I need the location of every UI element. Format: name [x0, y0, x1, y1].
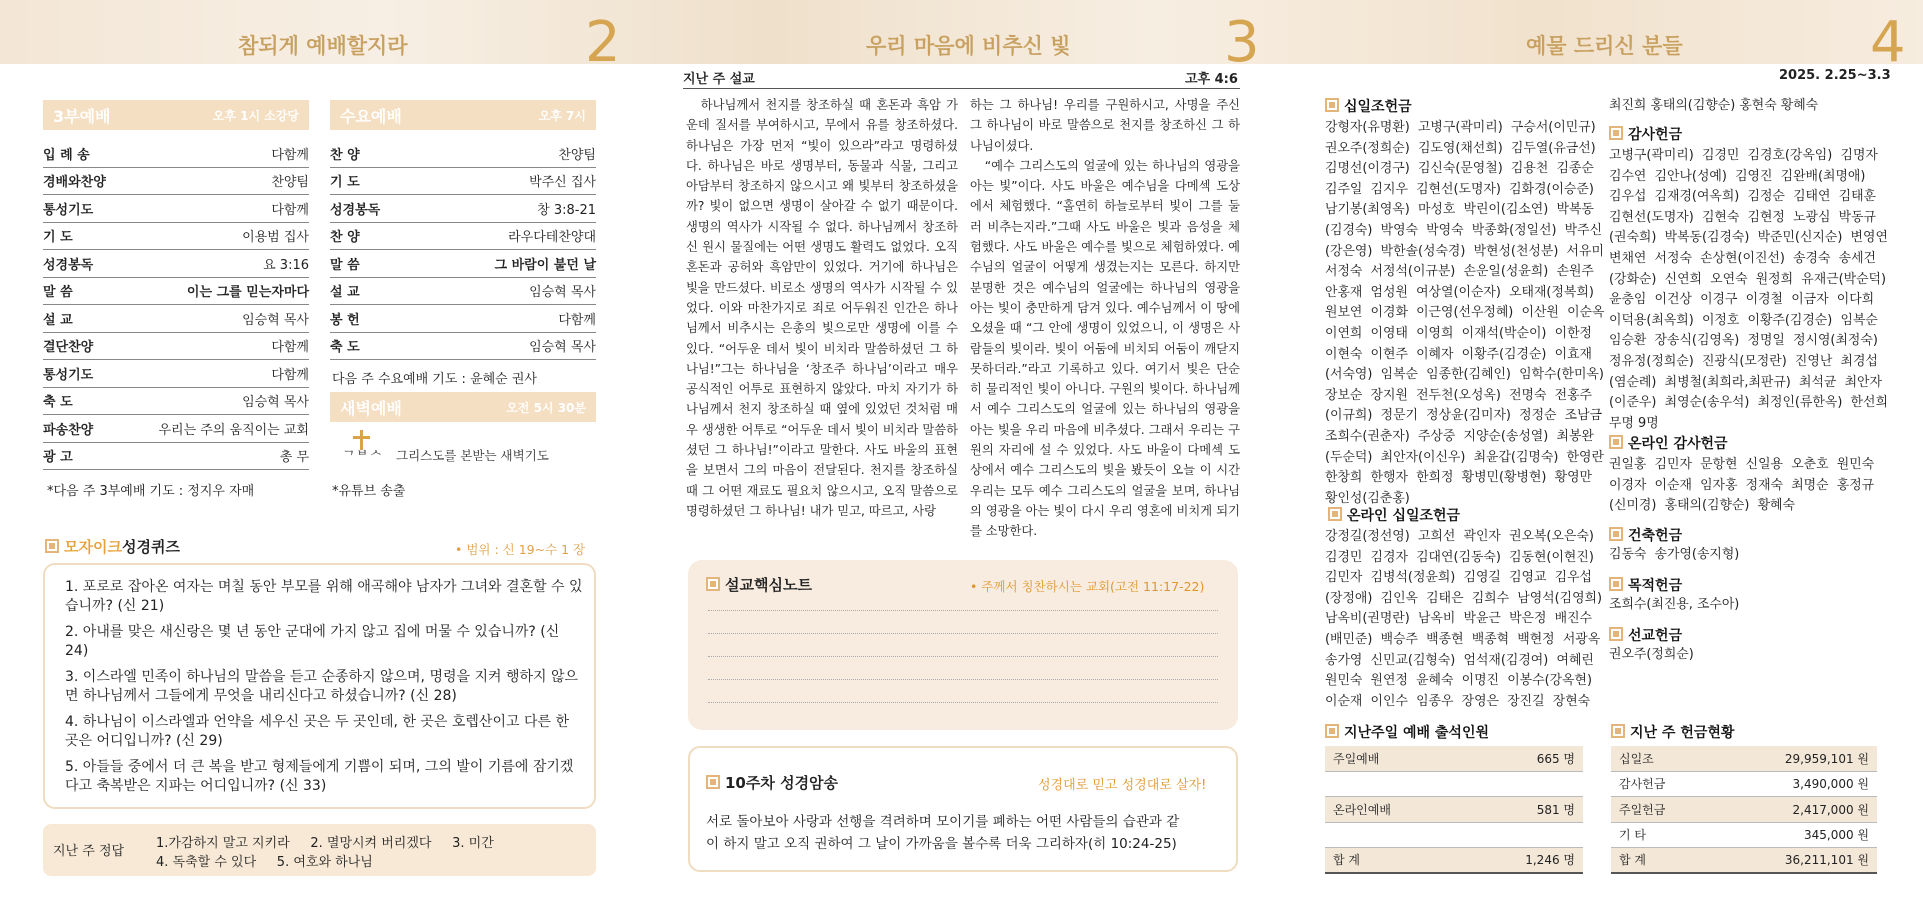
service-order-row	[43, 443, 309, 471]
mission-title: 선교헌금	[1628, 628, 1683, 644]
service-order-row-label: 말 씀	[43, 285, 73, 301]
service-order-row	[43, 168, 309, 196]
offering-row	[1611, 746, 1877, 772]
name-line: 황인성(김춘홍)	[1325, 490, 1410, 506]
name-line: 김명선(이경구) 김신숙(문영철) 김용천 김종순	[1325, 161, 1594, 177]
note-line	[708, 610, 1218, 611]
name-line: (염순례) 최병철(최희라,최판규) 최석균 최안자	[1609, 374, 1882, 390]
square-bullet-icon	[1328, 507, 1342, 521]
name-line: 서정숙 서정석(이규분) 손운일(성윤희) 손원주	[1325, 264, 1594, 280]
service-order-row	[43, 388, 309, 416]
square-bullet-icon	[706, 775, 720, 789]
service-order-row-value: 찬양팀	[271, 175, 309, 191]
offering-row-label: 주일헌금	[1619, 802, 1666, 817]
service-order-row-label: 입 례 송	[43, 147, 90, 163]
page-number-3: 3	[1224, 10, 1260, 75]
attendance-row-label: 합 계	[1333, 853, 1360, 868]
service-order-row-label: 기 도	[330, 175, 360, 191]
service-order-row-value: 다함께	[271, 367, 309, 383]
name-line: 이덕용(최옥희) 이정호 이황주(김경순) 임복순	[1609, 312, 1878, 328]
service-order-row-value: 요 3:16	[263, 257, 309, 273]
service-order-row-label: 결단찬양	[43, 340, 94, 356]
name-line: 송가영 신민교(김형숙) 엄석재(김경여) 여혜린	[1325, 652, 1594, 668]
sermon-paragraph: 하나님께서 천지를 창조하실 때 혼돈과 흑암 가운데 질서를 부여하시고, 무에서 유를 창조하셨다. 하나님은 가장 먼저 “빛이 있으라”라고 명령하셨다. 하나님은 바로 생명부터, 동물과 식물, 그리고 아담부터 창조하지 않으시고 왜 빛부터 창조하셨을까? 빛이 없으면 생명이 살아갈 수 없기 때문이다. 생명의 역사가 시작될 수 없다. 하나님께서 창조하신 원시 물질에는 어떤 생명도 활력도 없었다. 오직 혼돈과 공허와 흑암만이 있었다. 거기에 하나님은 빛을 만드셨다. 비로소 생명의 역사가 시작될 수 있었다. 이와 마찬가지로 죄로 어두워진 인간은 하나님께서 비추시는 은총의 빛으로만 생명에 이를 수 있다. “어두운 데서 빛이 비치라 말씀하셨던 그 하나님!”그는 하나님을 ‘창조주 하나님’이라고 매우 공식적인 어투로 표현하지 않았다. 마치 자기가 하나님께서 천지 창조하실 때 옆에 있었던 것처럼 매우 생생한 어투로 “어두운 데서 빛이 비치라 말씀하셨던 그 하나님!”이라고 말한다. 사도 바울의 표현을 보면서 그의 마음이 전달된다. 천지를 창조하실 때 그 어떤 재료도 필요치 않으시고, 오직 말씀으로 명령하셨던 그 하나님! 내가 믿고, 따르고, 사랑	[686, 98, 958, 518]
service-order-row-value: 찬양팀	[558, 147, 596, 163]
offering-date: 2025. 2.25~3.3	[1779, 68, 1891, 83]
name-line: 임승환 장송식(김영옥) 정명일 정시영(최정숙)	[1609, 333, 1878, 349]
sermon-notes-box	[688, 560, 1238, 730]
name-line: 김우섭 김재경(여옥희) 김정순 김태연 김태훈	[1609, 189, 1876, 205]
quiz-heading	[45, 536, 180, 557]
offering-row-label: 기 타	[1619, 828, 1646, 843]
dawn-time: 오전 5시 30분	[506, 400, 586, 415]
thanks-heading	[1609, 124, 1682, 144]
service3-time: 오후 1시 소강당	[212, 108, 299, 123]
svg-text:ᄀᄇᄉ: ᄀᄇᄉ	[342, 450, 383, 466]
memory-verse-subtitle: 성경대로 믿고 성경대로 살자!	[1038, 778, 1207, 793]
tithe-heading	[1325, 96, 1412, 116]
memory-verse-line-1: 서로 돌아보아 사랑과 선행을 격려하며 모이기를 폐하는 어떤 사람들의 습관과 같	[706, 814, 1180, 830]
service-order-row-label: 찬 양	[330, 230, 360, 246]
name-line: 윤충임 이건상 이경구 이경철 이금자 이다희	[1609, 292, 1875, 308]
service-order-row-value: 임승혁 목사	[529, 285, 596, 301]
service-order-row-value: 우리는 주의 움직이는 교회	[158, 422, 309, 438]
mokjeok-title: 목적헌금	[1628, 578, 1683, 594]
sermon-column-1	[686, 95, 958, 521]
attendance-row	[1325, 772, 1583, 798]
dawn-name: 새벽예배	[340, 398, 402, 418]
square-bullet-icon	[1609, 527, 1623, 541]
note-line	[708, 633, 1218, 634]
service-order-row-label: 기 도	[43, 230, 73, 246]
name-line: (장정애) 김인옥 김태은 김희수 남영석(김영희)	[1325, 590, 1603, 606]
square-bullet-icon	[1325, 98, 1339, 112]
name-line: 강형자(유명환) 고병구(곽미리) 구승서(이민규)	[1325, 120, 1596, 135]
service-order-row-label: 축 도	[43, 395, 73, 411]
offering-row-value: 2,417,000 원	[1792, 802, 1869, 817]
quiz-title: 성경퀴즈	[121, 538, 180, 556]
attendance-row	[1325, 797, 1583, 823]
attendance-row-value: 581 명	[1536, 802, 1575, 817]
sermon-notes-subtitle: • 주께서 칭찬하시는 교회(고전 11:17-22)	[970, 579, 1205, 594]
attendance-row	[1325, 823, 1583, 849]
service-order-row	[330, 168, 596, 196]
service-order-row	[330, 140, 596, 168]
quiz-item: 4. 하나님이 이스라엘과 언약을 세우신 곳은 두 곳인데, 한 곳은 호렙산이고 다른 한 곳은 어디입니까? (신 29)	[65, 714, 569, 749]
service-order-row	[43, 223, 309, 251]
name-line: 김수연 김안나(성예) 김영진 김완배(최명애)	[1609, 168, 1866, 184]
quiz-box	[43, 563, 596, 809]
square-bullet-icon	[1609, 577, 1623, 591]
last-week-answers	[43, 824, 596, 876]
square-bullet-icon	[1609, 126, 1623, 140]
name-line: (배민준) 백승주 백종현 백종혁 백현정 서광옥	[1325, 631, 1601, 647]
service-order-row-label: 성경봉독	[43, 257, 94, 273]
offering-row-value: 36,211,101 원	[1784, 853, 1869, 868]
service-order-row	[43, 333, 309, 361]
square-bullet-icon	[1325, 724, 1339, 738]
name-line: 무명 9명	[1609, 415, 1659, 431]
dawn-logo	[340, 428, 595, 470]
memory-verse-line-2: 이 하지 말고 오직 권하여 그 날이 가까움을 볼수록 더욱 그리하자(히 10:24-25)	[706, 836, 1177, 852]
name-line: 원민숙 원연정 윤혜숙 이명진 이봉수(강옥현)	[1325, 673, 1592, 689]
page4-title: 예물 드리신 분들	[1526, 34, 1683, 58]
name-line: 조희수(권춘자) 주상중 지양순(송성열) 최봉완	[1325, 428, 1594, 444]
sermon-notes-title: 설교핵심노트	[725, 576, 812, 594]
wednesday-note: 다음 주 수요예배 기도 : 윤혜순 권사	[332, 372, 537, 387]
service-order-row	[330, 333, 596, 361]
memory-verse-title: 10주차 성경암송	[725, 774, 839, 792]
attendance-row-label: 주일예배	[1333, 751, 1380, 766]
attendance-row	[1325, 848, 1583, 874]
service3-note: *다음 주 3부예배 기도 : 정지우 자매	[47, 484, 255, 499]
service-order-row	[330, 278, 596, 306]
page-number-4: 4	[1870, 10, 1906, 75]
offering-row-label: 십일조	[1619, 751, 1654, 766]
service-order-row	[330, 195, 596, 223]
service-order-row-value: 총 무	[279, 450, 309, 466]
service3-name: 3부예배	[53, 106, 111, 126]
offering-row	[1611, 772, 1877, 798]
service-order-row	[43, 360, 309, 388]
service-order-row-label: 찬 양	[330, 147, 360, 163]
service-order-row-value: 임승혁 목사	[242, 312, 309, 328]
mokjeok-names	[1609, 595, 1739, 616]
answers-line-1: 1.가감하지 말고 지키라 2. 멸망시켜 버리겠다 3. 미간	[156, 836, 494, 851]
name-line: (강은영) 박한솔(성숙경) 박현성(천성분) 서유미	[1325, 243, 1604, 259]
name-line: (서숙영) 임복순 임종한(김혜인) 임학수(한미옥)	[1325, 367, 1604, 383]
name-line: 한창희 한행자 한희정 황병민(황병현) 황영만	[1325, 470, 1592, 486]
quiz-range: • 범위 : 신 19~수 1 장	[455, 542, 586, 557]
note-line	[708, 702, 1218, 703]
wednesday-time: 오후 7시	[538, 108, 586, 123]
service-order-row-value: 임승혁 목사	[242, 395, 309, 411]
attendance-row-value: 665 명	[1536, 751, 1575, 766]
wednesday-header	[330, 100, 596, 130]
quiz-item: 3. 이스라엘 민족이 하나님의 말씀을 듣고 순종하지 않으며, 명령을 지켜 행하지 않으면 하나님께서 그들에게 무엇을 내리신다고 하셨습니까? (신 28)	[65, 669, 579, 704]
offering-row-label: 감사헌금	[1619, 777, 1666, 792]
square-bullet-icon	[45, 539, 59, 553]
page2-title: 참되게 예배할지라	[238, 34, 408, 58]
name-line: 남기봉(최영옥) 마성호 박린이(김소연) 박복동	[1325, 202, 1594, 218]
mission-heading	[1609, 625, 1682, 645]
offering-row-value: 345,000 원	[1803, 828, 1869, 843]
offering-row	[1611, 848, 1877, 874]
attendance-row	[1325, 746, 1583, 772]
name-line: 이현숙 이현주 이혜자 이황주(김경순) 이효재	[1325, 346, 1592, 362]
service-order-row-label: 경배와찬양	[43, 175, 106, 191]
sermon-reference: 고후 4:6	[1185, 72, 1238, 87]
offering-row	[1611, 797, 1877, 823]
quiz-item: 1. 포로로 잡아온 여자는 며칠 동안 부모를 위해 애곡해야 남자가 그녀와 결혼할 수 있습니까? (신 21)	[65, 579, 583, 614]
quiz-brand: 모자이크	[64, 538, 122, 556]
tithe-continued: 최진희 홍태의(김향순) 홍현숙 황혜숙	[1609, 98, 1819, 113]
service-order-row-value: 라우다테찬양대	[508, 230, 596, 246]
name-line: 조희수(최진용, 조수아)	[1609, 597, 1740, 612]
service-order-row-label: 통성기도	[43, 202, 94, 218]
name-line: (신미경) 홍태의(김향순) 황혜숙	[1609, 498, 1795, 514]
name-line: 김현선(도명자) 김현숙 김현정 노광심 박동규	[1609, 209, 1876, 225]
service-order-row	[330, 305, 596, 333]
answers-label: 지난 주 정답	[53, 844, 125, 859]
sermon-divider	[683, 88, 1240, 89]
answers-line-2: 4. 독축할 수 있다 5. 여호와 하나님	[156, 855, 373, 870]
service-order-row-value: 박주신 집사	[529, 175, 596, 191]
service-order-row	[330, 250, 596, 278]
name-line: 이순재 이인수 임종우 장영은 장진길 장현숙	[1325, 693, 1591, 709]
note-line	[708, 656, 1218, 657]
service-order-row-value: 이용범 집사	[242, 230, 309, 246]
quiz-item: 5. 아들들 중에서 더 큰 복을 받고 형제들에게 기쁨이 되며, 그의 발이 기름에 잠기겠다고 축복받은 지파는 어디입니까? (신 33)	[65, 759, 574, 794]
name-line: 이경자 이순재 임자홍 정재숙 최명순 홍정규	[1609, 477, 1875, 493]
name-line: 고병구(곽미리) 김경민 김경호(강옥임) 김명자	[1609, 148, 1878, 163]
name-line: 김민자 김병석(정윤희) 김영길 김영교 김우섭	[1325, 570, 1592, 586]
service-order-row	[330, 223, 596, 251]
building-title: 건축헌금	[1628, 528, 1683, 544]
cross-logo-icon	[340, 428, 388, 466]
name-line: 강정길(정선영) 고희선 곽인자 권오복(오은숙)	[1325, 529, 1594, 544]
name-line: 정유정(정희순) 진광식(모정란) 진영난 최경섭	[1609, 353, 1878, 369]
offering-row-label: 합 계	[1619, 853, 1646, 868]
page3-title: 우리 마음에 비추신 빛	[866, 34, 1071, 58]
memory-verse-title-wrap	[706, 772, 838, 793]
name-line: 남옥비(권명란) 남옥비 박윤근 박은정 배진수	[1325, 611, 1592, 627]
wednesday-name: 수요예배	[340, 106, 402, 126]
offering-row-value: 3,490,000 원	[1792, 777, 1869, 792]
service-order-row	[43, 278, 309, 306]
building-names	[1609, 545, 1739, 566]
service-order-row-label: 광 고	[43, 450, 73, 466]
service-order-row-label: 축 도	[330, 340, 360, 356]
name-line: 김주일 김지우 김현선(도명자) 김화경(이승준)	[1325, 181, 1594, 197]
online-tithe-title: 온라인 십일조헌금	[1347, 508, 1461, 524]
service-order-row	[43, 195, 309, 223]
sermon-paragraph: 하는 그 하나님! 우리를 구원하시고, 사명을 주신 그 하나님이 바로 말씀으로 천지를 창조하신 그 하나님이셨다.	[970, 98, 1240, 153]
name-line: (이규희) 정문기 정상윤(김미자) 정정순 조남금	[1325, 408, 1603, 424]
service-order-row-value: 다함께	[271, 340, 309, 356]
name-line: (권숙희) 박복동(김경숙) 박준민(신지순) 변영연	[1609, 230, 1888, 246]
building-heading	[1609, 525, 1682, 545]
name-line: 안홍재 엄성원 여상열(이순자) 오태재(정복희)	[1325, 284, 1594, 300]
service-order-row-label: 설 교	[330, 285, 360, 301]
service-order-row-value: 그 바람이 불던 날	[494, 257, 596, 273]
online-tithe-heading	[1328, 505, 1460, 525]
sermon-label: 지난 주 설교	[683, 72, 755, 87]
quiz-item: 2. 아내를 맞은 새신랑은 몇 년 동안 군대에 가지 않고 집에 머물 수 있습니까? (신 24)	[65, 624, 560, 659]
mission-names	[1609, 645, 1694, 666]
service-order-row-label: 성경봉독	[330, 202, 381, 218]
service-order-row	[43, 415, 309, 443]
online-thanks-title: 온라인 감사헌금	[1628, 436, 1728, 452]
attendance-heading	[1325, 722, 1489, 742]
service-order-row-value: 임승혁 목사	[529, 340, 596, 356]
service-order-row-value: 다함께	[558, 312, 596, 328]
name-line: 권오주(정희순)	[1609, 647, 1694, 662]
offering-heading	[1611, 722, 1734, 742]
tithe-title: 십일조헌금	[1344, 99, 1412, 115]
dawn-note: *유튜브 송출	[332, 484, 406, 499]
memory-verse-box	[688, 746, 1238, 872]
mokjeok-heading	[1609, 575, 1682, 595]
name-line: (김경숙) 박영숙 박영숙 박종화(정일선) 박주신	[1325, 222, 1603, 238]
service-order-row-label: 파송찬양	[43, 422, 94, 438]
square-bullet-icon	[706, 577, 720, 591]
sermon-paragraph: “예수 그리스도의 얼굴에 있는 하나님의 영광을 아는 빛”이다. 사도 바울은 예수님을 다메섹 도상에서 체험했다. “홀연히 하늘로부터 빛이 그를 둘러 비추는지라.”그때 사도 바울은 빛과 음성을 체험했다. 사도 바울은 예수를 빛으로 체험하였다. 예수님의 얼굴이 어떻게 생겼는지는 모른다. 하지만 분명한 것은 예수님의 얼굴에는 하나님의 영광을 아는 빛이 충만하게 담겨 있다. 예수님께서 이 땅에 오셨을 때 “그 안에 생명이 있었으니, 이 생명은 사람들의 빛이라. 빛이 어둠에 비치되 어둠이 깨닫지 못하더라.”라고 기록하고 있다. 여기서 빛은 단순히 물리적인 빛이 아니다. 구원의 빛이다. 하나님께서 예수 그리스도의 얼굴에 있는 하나님의 영광을 아는 빛을 우리 마음에 비추셨다. 그래서 우리는 구원의 자리에 설 수 있었다. 사도 바울이 다메섹 도상에서 예수 그리스도의 빛을 봤듯이 오늘 이 시간 우리는 모두 예수 그리스도의 얼굴을 보며, 하나님의 영광을 아는 빛이 다시 우리 영혼에 비치게 되기를 소망한다.	[970, 158, 1240, 539]
name-line: 권오주(정희순) 김도영(채선희) 김두열(유금선)	[1325, 140, 1596, 156]
service-order-row-value: 창 3:8-21	[537, 202, 596, 218]
attendance-row-label: 온라인예배	[1333, 802, 1391, 817]
attendance-title: 지난주일 예배 출석인원	[1344, 725, 1489, 741]
attendance-row-value: 1,246 명	[1525, 853, 1575, 868]
service-order-row-value: 다함께	[271, 147, 309, 163]
tithe-names	[1325, 118, 1604, 509]
service-order-row	[43, 305, 309, 333]
square-bullet-icon	[1609, 435, 1623, 449]
online-thanks-heading	[1609, 433, 1728, 453]
square-bullet-icon	[1611, 724, 1625, 738]
name-line: 원보연 이경화 이근영(선우정혜) 이산원 이순옥	[1325, 305, 1605, 321]
page-number-2: 2	[585, 10, 621, 75]
name-line: 권일홍 김민자 문항현 신일용 오춘호 원민숙	[1609, 457, 1875, 472]
name-line: 이연희 이영태 이영희 이재석(박순이) 이한정	[1325, 325, 1592, 341]
sermon-column-2	[970, 95, 1240, 542]
square-bullet-icon	[1609, 627, 1623, 641]
sermon-notes-title-wrap	[706, 574, 812, 595]
name-line: 김경민 김경자 김대연(김동숙) 김동현(이현진)	[1325, 549, 1594, 565]
service3-header	[43, 100, 309, 130]
thanks-title: 감사헌금	[1628, 127, 1683, 143]
service-order-row	[43, 250, 309, 278]
name-line: (강화순) 신연희 오연숙 원정희 유재근(박순덕)	[1609, 271, 1887, 287]
service-order-row-label: 설 교	[43, 312, 73, 328]
online-tithe-names	[1325, 527, 1602, 712]
dawn-header	[330, 392, 596, 422]
note-line	[708, 679, 1218, 680]
service-order-row-label: 통성기도	[43, 367, 94, 383]
name-line: 변채연 서정숙 손상현(이진선) 송경숙 송세건	[1609, 250, 1876, 266]
name-line: 김동숙 송가영(송지형)	[1609, 547, 1740, 562]
name-line: 장보순 장지원 전두천(오성옥) 전명숙 전홍주	[1325, 387, 1592, 403]
service-order-row-label: 봉 헌	[330, 312, 360, 328]
service-order-row-value: 다함께	[271, 202, 309, 218]
offering-title: 지난 주 헌금현황	[1630, 725, 1735, 741]
name-line: (이준우) 최영순(송우석) 최정인(류한옥) 한선희	[1609, 395, 1888, 411]
service-order-row	[43, 140, 309, 168]
service-order-row-label: 말 씀	[330, 257, 360, 273]
offering-row-value: 29,959,101 원	[1784, 751, 1869, 766]
service-order-row-value: 이는 그를 믿는자마다	[186, 285, 309, 301]
dawn-logo-text: 그리스도를 본받는 새벽기도	[396, 448, 549, 463]
name-line: (두순덕) 최안자(이신우) 최윤갑(김명숙) 한영란	[1325, 449, 1604, 465]
thanks-names	[1609, 146, 1888, 434]
offering-row	[1611, 823, 1877, 849]
online-thanks-names	[1609, 455, 1874, 517]
